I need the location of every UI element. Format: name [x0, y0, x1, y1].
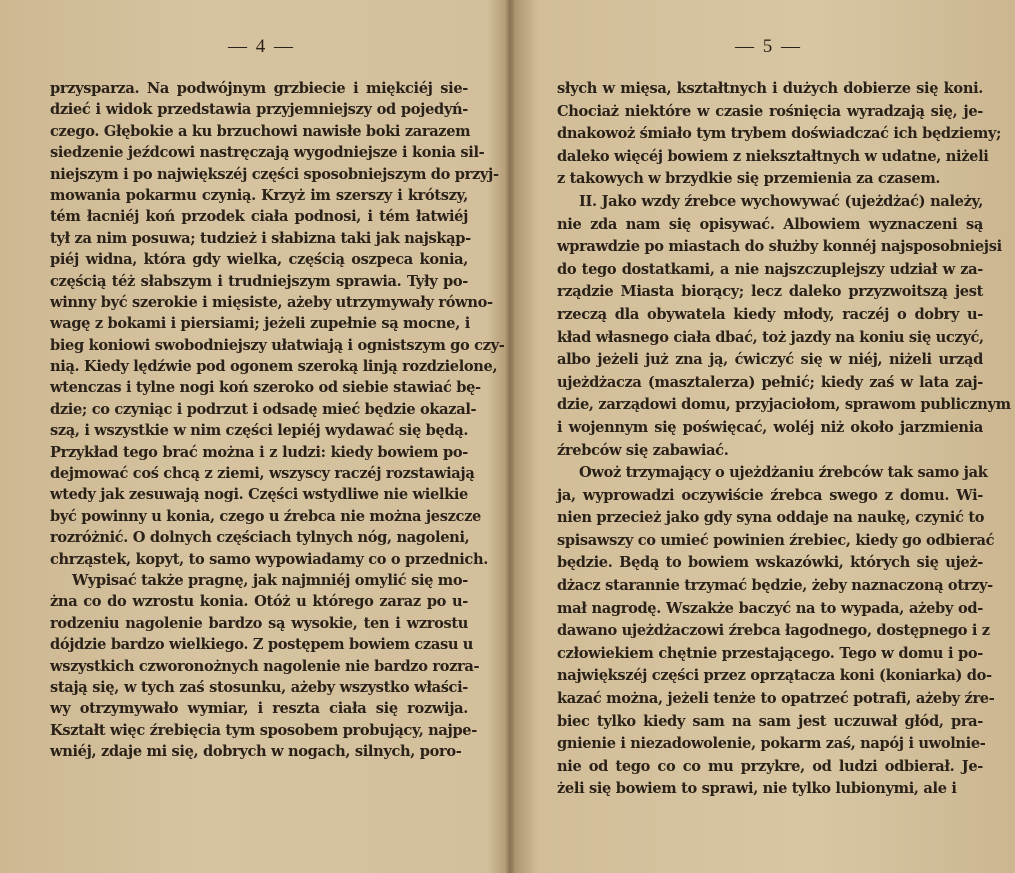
- text-line: Kształt więc źrebięcia tym sposobem probujący, najpe-: [50, 721, 477, 739]
- text-line: czego. Głębokie a ku brzuchowi nawisłe boki zarazem: [50, 122, 471, 140]
- text-line: największéj części przez oprzątacza koni (koniarka) do-: [557, 667, 992, 685]
- text-line: dzie; co czyniąc i podrzut i odsadę mieć będzie okazal-: [50, 400, 477, 418]
- text-line: dzieć i widok przedstawia przyjemniejszy od pojedyń-: [50, 101, 468, 119]
- text-line: szą, i wszystkie w nim części lepiéj wydawać się będą.: [50, 422, 469, 440]
- text-line: spisawszy co umieć powinien źrebiec, kiedy go odbierać: [557, 531, 995, 549]
- text-line: II. Jako wzdy źrebce wychowywać (ujeżdżać) należy,: [579, 192, 983, 210]
- text-line: wagę z bokami i piersiami; jeżeli zupełnie są mocne, i: [50, 315, 470, 333]
- text-line: gnienie i niezadowolenie, pokarm zaś, napój i uwolnie-: [557, 735, 986, 753]
- text-line: wniéj, zdaje mi się, dobrych w nogach, silnych, poro-: [50, 743, 462, 761]
- text-line: dnakowoż śmiało tym trybem doświadczać ich będziemy;: [557, 125, 1002, 143]
- text-line: przysparza. Na podwójnym grzbiecie i miękciéj sie-: [50, 80, 468, 97]
- text-line: wtedy jak zesuwają nogi. Części wstydliwe nie wielkie: [50, 486, 468, 504]
- left-page: [0, 0, 505, 873]
- text-line: rzeczą dla obywatela kiedy młody, raczéj o dobry u-: [557, 305, 983, 323]
- text-line: mowania pokarmu czynią. Krzyż im szerszy i krótszy,: [50, 186, 468, 204]
- text-line: rządzie Miasta biorący; lecz daleko przyzwoitszą jest: [557, 283, 983, 301]
- text-line: rodzeniu nagolenie bardzo są wysokie, ten i wzrostu: [50, 614, 468, 632]
- text-line: i wojennym się poświęcać, woléj niż około jarzmienia: [557, 418, 983, 436]
- text-line: wprawdzie po miastach do służby konnéj najsposobniejsi: [557, 238, 1002, 256]
- text-line: częścią téż słabszym i trudniejszym sprawia. Tyły po-: [50, 272, 468, 290]
- text-line: dójdzie bardzo wielkiego. Z postępem bowiem czasu u: [50, 636, 474, 654]
- text-line: będzie. Będą to bowiem wskazówki, których się ujeż-: [557, 554, 983, 572]
- text-line: słych w mięsa, kształtnych i dużych dobierze się koni.: [557, 80, 983, 97]
- book-gutter: [505, 0, 515, 873]
- right-page: [515, 0, 1015, 873]
- text-line: albo jeżeli już zna ją, ćwiczyć się w niéj, niżeli urząd: [557, 351, 983, 369]
- text-line: bieg koniowi swobodniejszy ułatwiają i ognistszym go czy-: [50, 336, 505, 354]
- text-line: dawano ujeżdżaczowi źrebca łagodnego, dostępnego i z: [557, 622, 990, 640]
- text-line: żna co do wzrostu konia. Otóż u którego zaraz po u-: [50, 593, 468, 611]
- text-line: ja, wyprowadzi oczywiście źrebca swego z domu. Wi-: [557, 486, 983, 504]
- text-line: nią. Kiedy lędźwie pod ogonem szeroką linją rozdzielone,: [50, 358, 498, 376]
- text-line: ujeżdżacza (masztalerza) pełnić; kiedy zaś w lata zaj-: [557, 373, 983, 391]
- text-line: chrząstek, kopyt, to samo wypowiadamy co o przednich.: [50, 550, 488, 568]
- text-line: Przykład tego brać można i z ludzi: kiedy bowiem po-: [50, 443, 468, 461]
- text-line: nie od tego co co mu przykre, od ludzi odbierał. Je-: [557, 757, 983, 775]
- text-line: niejszym i po największéj części sposobniejszym do przyj-: [50, 165, 499, 183]
- text-line: Wypisać także pragnę, jak najmniéj omylić się mo-: [72, 571, 468, 589]
- text-line: daleko więcéj bowiem z niekształtnych w udatne, niżeli: [557, 147, 989, 165]
- text-line: piéj widna, która gdy wielka, częścią oszpeca konia,: [50, 251, 468, 269]
- text-column: [50, 78, 505, 763]
- text-line: dejmować coś chcą z ziemi, wszyscy raczéj rozstawiają: [50, 465, 475, 483]
- text-line: winny być szerokie i mięsiste, ażeby utrzymywały równo-: [50, 293, 493, 311]
- text-column: [557, 78, 1011, 801]
- text-line: człowiekiem chętnie przestającego. Tego w domu i po-: [557, 644, 983, 662]
- text-line: kazać można, jeżeli tenże to opatrzeć potrafi, ażeby źre-: [557, 690, 995, 708]
- text-line: żeli się bowiem to sprawi, nie tylko lubionymi, ale i: [557, 780, 957, 798]
- text-line: wy otrzymywało wymiar, i reszta ciała się rozwija.: [50, 700, 468, 718]
- text-line: wszystkich czworonożnych nagolenie nie bardzo rozra-: [50, 657, 480, 675]
- text-line: kład własnego ciała dbać, toż jazdy na koniu się uczyć,: [557, 328, 984, 346]
- text-line: nie zda nam się opisywać. Albowiem wyznaczeni są: [557, 215, 983, 233]
- page-number: — 5 —: [735, 36, 802, 57]
- text-line: do tego dostatkami, a nie najszczuplejszy udział w za-: [557, 260, 983, 278]
- text-line: siedzenie jeźdcowi nastręczają wygodniejsze i konia sil-: [50, 144, 485, 162]
- text-line: źrebców się zabawiać.: [557, 441, 729, 459]
- text-line: stają się, w tych zaś stosunku, ażeby wszystko właści-: [50, 678, 468, 696]
- text-line: Chociaż niektóre w czasie rośnięcia wyradzają się, je-: [557, 102, 983, 120]
- text-line: dzie, zarządowi domu, przyjaciołom, sprawom publicznym: [557, 396, 1011, 414]
- text-line: mał nagrodę. Wszakże baczyć na to wypada, ażeby od-: [557, 599, 983, 617]
- page-number: — 4 —: [228, 36, 295, 57]
- text-line: wtenczas i tylne nogi koń szeroko od siebie stawiać bę-: [50, 379, 481, 397]
- text-line: Owoż trzymający o ujeżdżaniu źrebców tak samo jak: [579, 464, 988, 482]
- text-line: rozróżnić. O dolnych częściach tylnych nóg, nagoleni,: [50, 529, 470, 547]
- text-line: nien przecież jako gdy syna oddaje na naukę, czynić to: [557, 509, 985, 527]
- text-line: biec tylko kiedy sam na sam jest uczuwał głód, pra-: [557, 712, 983, 730]
- text-line: być powinny u konia, czego u źrebca nie można jeszcze: [50, 507, 481, 525]
- text-line: z takowych w brzydkie się przemienia za czasem.: [557, 170, 941, 188]
- text-line: dżacz starannie trzymać będzie, żeby naznaczoną otrzy-: [557, 577, 993, 595]
- text-line: tył za nim posuwa; tudzież i słabizna taki jak najskąp-: [50, 229, 471, 247]
- text-line: tém łacniéj koń przodek ciała podnosi, i tém łatwiéj: [50, 208, 468, 226]
